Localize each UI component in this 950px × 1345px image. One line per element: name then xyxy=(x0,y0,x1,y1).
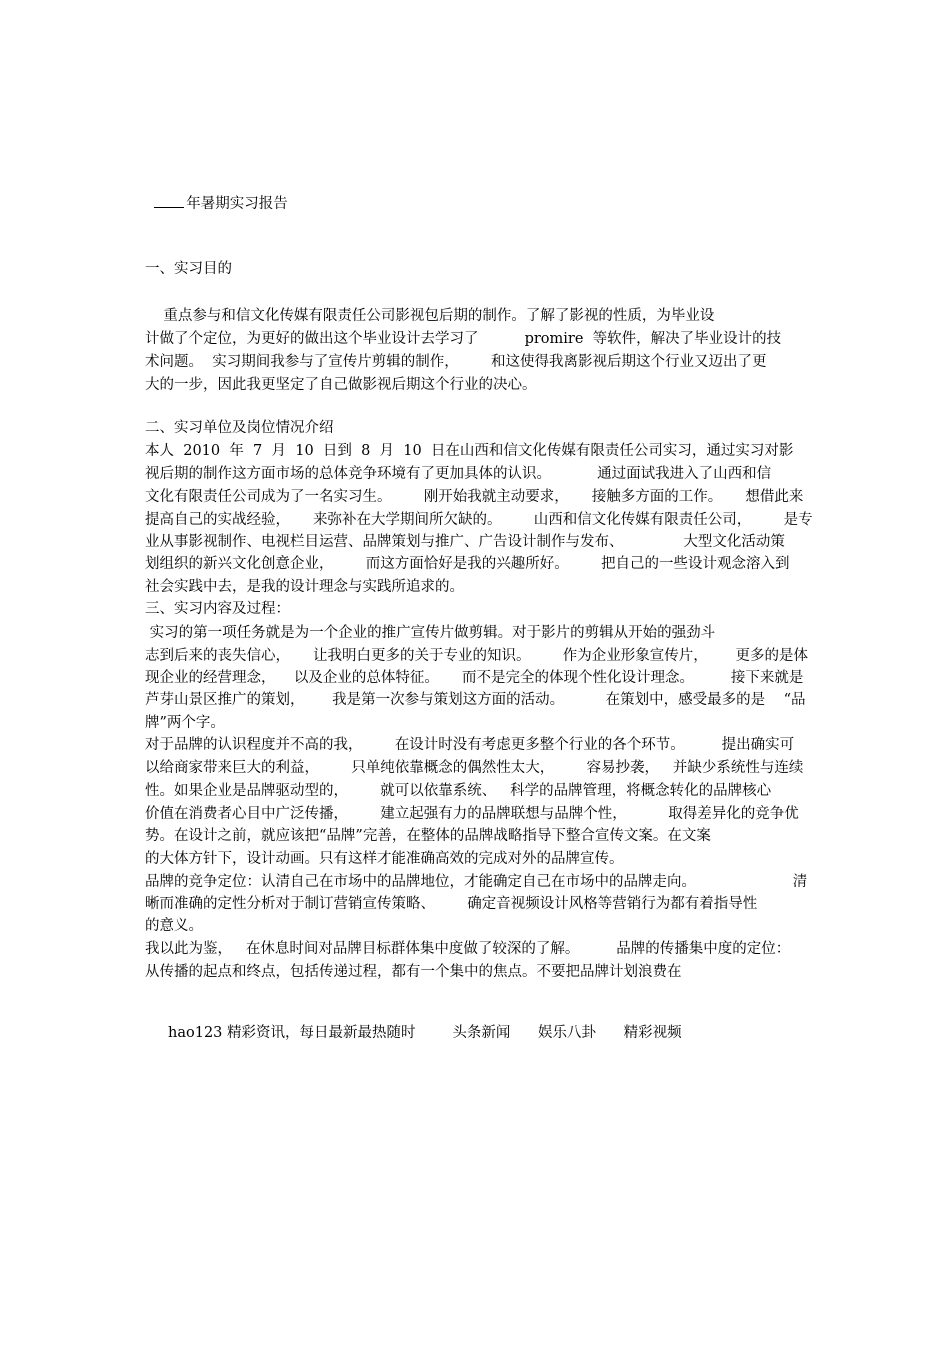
section2-line: 文化有限责任公司成为了一名实习生。 刚开始我就主动要求， 接触多方面的工作。 想借此来 xyxy=(145,489,804,505)
section2-line: 提高自己的实战经验， 来弥补在大学期间所欠缺的。 山西和信文化传媒有限责任公司， 是专 xyxy=(145,512,813,528)
section3-line: 牌”两个字。 xyxy=(145,715,225,731)
section2-line: 社会实践中去，是我的设计理念与实践所追求的。 xyxy=(145,579,464,595)
section1-line: 术问题。 实习期间我参与了宣传片剪辑的制作， 和这使得我离影视后期这个行业又迈出了更 xyxy=(145,354,767,370)
section3-line: 晰而准确的定性分析对于制订营销宣传策略、 确定音视频设计风格等营销行为都有着指导性 xyxy=(145,896,758,912)
section3-line: 性。如果企业是品牌驱动型的， 就可以依靠系统、 科学的品牌管理，将概念转化的品牌核心 xyxy=(145,783,772,799)
report-title xyxy=(145,171,288,212)
section1-line: 重点参与和信文化传媒有限责任公司影视包后期的制作。了解了影视的性质，为毕业设 xyxy=(145,308,715,324)
section3-line: 以给商家带来巨大的利益， 只单纯依靠概念的偶然性太大， 容易抄袭， 并缺少系统性与连续 xyxy=(145,760,804,776)
section3-line: 志到后来的丧失信心， 让我明白更多的关于专业的知识。 作为企业形象宣传片， 更多的是体 xyxy=(145,648,808,664)
section2-line: 业从事影视制作、电视栏目运营、品牌策划与推广、广告设计制作与发布、 大型文化活动策 xyxy=(145,534,785,550)
section3-line: 芦芽山景区推广的策划， 我是第一次参与策划这方面的活动。 在策划中，感受最多的是 “品 xyxy=(145,692,806,708)
section2-line: 划组织的新兴文化创意企业， 而这方面恰好是我的兴趣所好。 把自己的一些设计观念溶入到 xyxy=(145,556,790,572)
section2-line: 本人 2010 年 7 月 10 日到 8 月 10 日在山西和信文化传媒有限责任公司实习，通过实习对影 xyxy=(145,443,794,459)
section3-line: 我以此为鉴， 在休息时间对品牌目标群体集中度做了较深的了解。 品牌的传播集中度的定位： xyxy=(145,941,791,957)
section1-heading: 一、实习目的 xyxy=(145,261,232,277)
section3-heading: 三、实习内容及过程： xyxy=(145,601,290,617)
section3-line: 品牌的竞争定位：认清自己在市场中的品牌地位，才能确定自己在市场中的品牌走向。 清 xyxy=(145,874,808,890)
title-blank-underline xyxy=(154,193,184,208)
report-title-text: 年暑期实习报告 xyxy=(186,196,288,212)
section3-line: 实习的第一项任务就是为一个企业的推广宣传片做剪辑。对于影片的剪辑从开始的强劲斗 xyxy=(145,625,716,641)
section3-line: 价值在消费者心目中广泛传播， 建立起强有力的品牌联想与品牌个性， 取得差异化的竞争优 xyxy=(145,806,799,822)
section3-line: 势。在设计之前，就应该把“品牌”完善，在整体的品牌战略指导下整合宣传文案。在文案 xyxy=(145,828,711,844)
section1-line: 计做了个定位，为更好的做出这个毕业设计去学习了 promire 等软件，解决了毕业设计的技 xyxy=(145,331,782,347)
section2-heading: 二、实习单位及岗位情况介绍 xyxy=(145,420,334,436)
section3-line: 现企业的经营理念， 以及企业的总体特征。 而不是完全的体现个性化设计理念。 接下来就是 xyxy=(145,670,804,686)
section3-line: 的意义。 xyxy=(145,918,203,934)
footer-ad-text: hao123 精彩资讯，每日最新最热随时 头条新闻 娱乐八卦 精彩视频 xyxy=(168,1025,682,1041)
section3-line: 从传播的起点和终点，包括传递过程，都有一个集中的焦点。不要把品牌计划浪费在 xyxy=(145,964,682,980)
section3-line: 对于品牌的认识程度并不高的我， 在设计时没有考虑更多整个行业的各个环节。 提出确实可 xyxy=(145,737,795,753)
section2-line: 视后期的制作这方面市场的总体竞争环境有了更加具体的认识。 通过面试我进入了山西和信 xyxy=(145,466,772,482)
section3-line: 的大体方针下，设计动画。只有这样才能准确高效的完成对外的品牌宣传。 xyxy=(145,851,624,867)
section1-line: 大的一步，因此我更坚定了自己做影视后期这个行业的决心。 xyxy=(145,377,537,393)
